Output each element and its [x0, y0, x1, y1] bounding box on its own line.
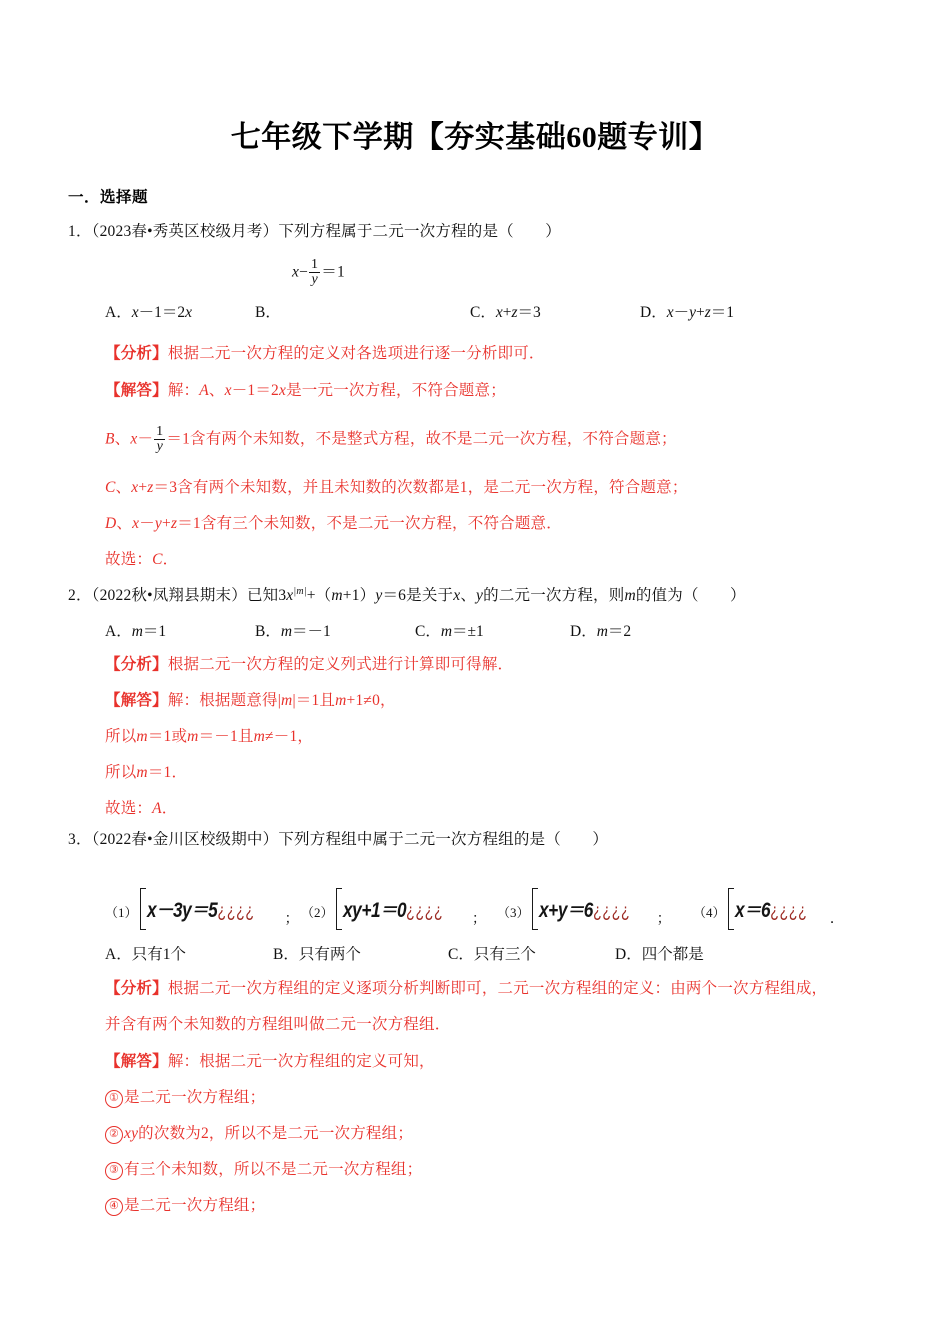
left-brace-icon	[728, 888, 734, 930]
question-2-stem: 2．（2022秋•凤翔县期末）已知$3x^{|m|}+(m+1)y=6$是关于x、y的二元一次方程，则m的值为（ ）	[68, 586, 746, 605]
circled-number-1: ①	[105, 1090, 123, 1108]
term-xy: xy	[124, 1125, 139, 1142]
question-1-stem	[68, 222, 561, 242]
option-c: C．只有三个	[448, 946, 536, 963]
equation-system-4-label: （4）	[693, 905, 726, 920]
question-3-text: 下列方程组中属于二元一次方程组的是（ ）	[278, 831, 609, 848]
question-3-equation-systems	[105, 866, 905, 930]
equation-system-4-trailer: ．	[829, 912, 844, 927]
option-d: D．x－y+z＝1	[640, 304, 735, 321]
question-2-solution-line-1: 【解答】解：根据题意得|m|＝1且m+1≠0，	[105, 692, 396, 709]
question-3-source: （2022春•金川区校级期中）	[91, 831, 279, 848]
equation-system-3-equation: x+y＝6	[538, 899, 593, 922]
circled-number-4: ④	[105, 1198, 123, 1216]
equation-system-1-label: （1）	[105, 905, 138, 920]
circled-number-3: ③	[105, 1162, 123, 1180]
fraction-one-over-y-inline: $\frac{1}{y}$	[156, 424, 164, 455]
equation-system-1-equation: x－3y＝5	[146, 899, 217, 922]
question-1-answer: 故选：C．	[105, 551, 179, 568]
question-2-options	[105, 619, 631, 641]
equation-system-1	[105, 888, 299, 930]
question-3-solution-lead: 【解答】解：根据二元一次方程组的定义可知，	[105, 1053, 435, 1070]
option-c: C．x+z＝3	[470, 304, 541, 321]
question-2-analysis: 【分析】根据二元一次方程的定义列式进行计算即可得解．	[105, 656, 514, 673]
equation-system-4	[693, 888, 844, 930]
equation-system-2-image	[336, 888, 470, 930]
option-a: A．只有1个	[105, 946, 186, 963]
option-d: D．四个都是	[615, 946, 704, 963]
equation-system-1-image	[140, 888, 283, 930]
option-c: C．m＝±1	[415, 623, 484, 640]
question-2-source: （2022秋•凤翔县期末）	[91, 587, 247, 605]
garbled-glyphs: ¿¿¿¿	[769, 901, 807, 922]
equation-system-4-image	[728, 888, 828, 930]
question-3-item-2: ② xy的次数为2，所以不是二元一次方程组；	[105, 1124, 413, 1144]
option-b: B．	[255, 304, 281, 321]
equation-system-3-trailer: ；	[656, 912, 671, 927]
question-1-solution-line-3: C、x+z＝3含有两个未知数，并且未知数的次数都是1，是二元一次方程，符合题意；	[105, 479, 688, 496]
equation-system-1-trailer: ；	[284, 912, 299, 927]
fraction-one-over-y: $\frac{1}{y}$	[311, 257, 319, 288]
section-heading: 一．选择题	[68, 189, 149, 206]
question-1-options	[105, 300, 734, 322]
question-1-solution-line-4: D、x－y+z＝1含有三个未知数，不是二元一次方程，不符合题意．	[105, 515, 562, 532]
equation-system-2-label: （2）	[301, 905, 334, 920]
question-2-solution-line-3: 所以m＝1．	[105, 764, 188, 781]
question-3-analysis-line-2: 并含有两个未知数的方程组叫做二元一次方程组．	[105, 1016, 451, 1033]
left-brace-icon	[140, 888, 146, 930]
question-1-solution-line-2: B、x－ $\frac{1}{y}$ ＝1含有两个未知数，不是整式方程，故不是二元一次方程，不符合题意；	[105, 424, 677, 455]
equation-system-3-label: （3）	[497, 905, 530, 920]
exponent-abs-m: |m|	[293, 586, 307, 597]
equation-system-3	[497, 888, 671, 930]
garbled-glyphs: ¿¿¿¿	[216, 901, 255, 922]
page-title: 七年级下学期【夯实基础60题专训】	[230, 121, 720, 154]
question-3-options	[105, 942, 704, 964]
garbled-glyphs: ¿¿¿¿	[592, 901, 630, 922]
left-brace-icon	[336, 888, 342, 930]
question-3-item-3: ③ 有三个未知数，所以不是二元一次方程组；	[105, 1160, 422, 1180]
question-2-number: 2．	[68, 587, 92, 605]
circled-number-2: ②	[105, 1126, 123, 1144]
equation-system-3-image	[532, 888, 655, 930]
equation-system-2-trailer: ；	[471, 912, 486, 927]
option-d: D．m＝2	[570, 623, 632, 640]
question-3-item-4: ④ 是二元一次方程组；	[105, 1196, 265, 1216]
question-1-option-b-equation: x− $\frac{1}{y}$ ＝1	[292, 257, 345, 288]
question-1-solution-line-1: 【解答】解：A、x－1＝2x是一元一次方程，不符合题意；	[105, 382, 506, 399]
question-1-text: 下列方程属于二元一次方程的是（ ）	[278, 223, 561, 240]
question-3-item-1: ① 是二元一次方程组；	[105, 1088, 265, 1108]
option-a: A．m＝1	[105, 623, 167, 640]
question-2-solution-line-2: 所以m＝1或m＝－1且m≠－1，	[105, 728, 314, 745]
garbled-glyphs: ¿¿¿¿	[405, 901, 443, 922]
question-1-number: 1．	[68, 223, 92, 240]
question-3-analysis-line-1: 【分析】根据二元一次方程组的定义逐项分析判断即可，二元一次方程组的定义：由两个一次方程组成，	[105, 980, 828, 997]
equation-system-2	[301, 888, 486, 930]
question-1-source: （2023春•秀英区校级月考）	[91, 223, 279, 240]
equation-system-2-equation: xy+1＝0	[342, 899, 406, 922]
question-3-stem	[68, 830, 608, 850]
option-a: A．x－1＝2x	[105, 304, 192, 321]
equation-system-4-equation: x＝6	[734, 899, 770, 922]
left-brace-icon	[532, 888, 538, 930]
option-b: B．只有两个	[273, 946, 361, 963]
question-3-number: 3．	[68, 831, 92, 848]
option-b: B．m＝－1	[255, 623, 331, 640]
question-2-answer: 故选：A．	[105, 800, 178, 817]
question-1-analysis: 【分析】根据二元一次方程的定义对各选项进行逐一分析即可．	[105, 345, 545, 362]
